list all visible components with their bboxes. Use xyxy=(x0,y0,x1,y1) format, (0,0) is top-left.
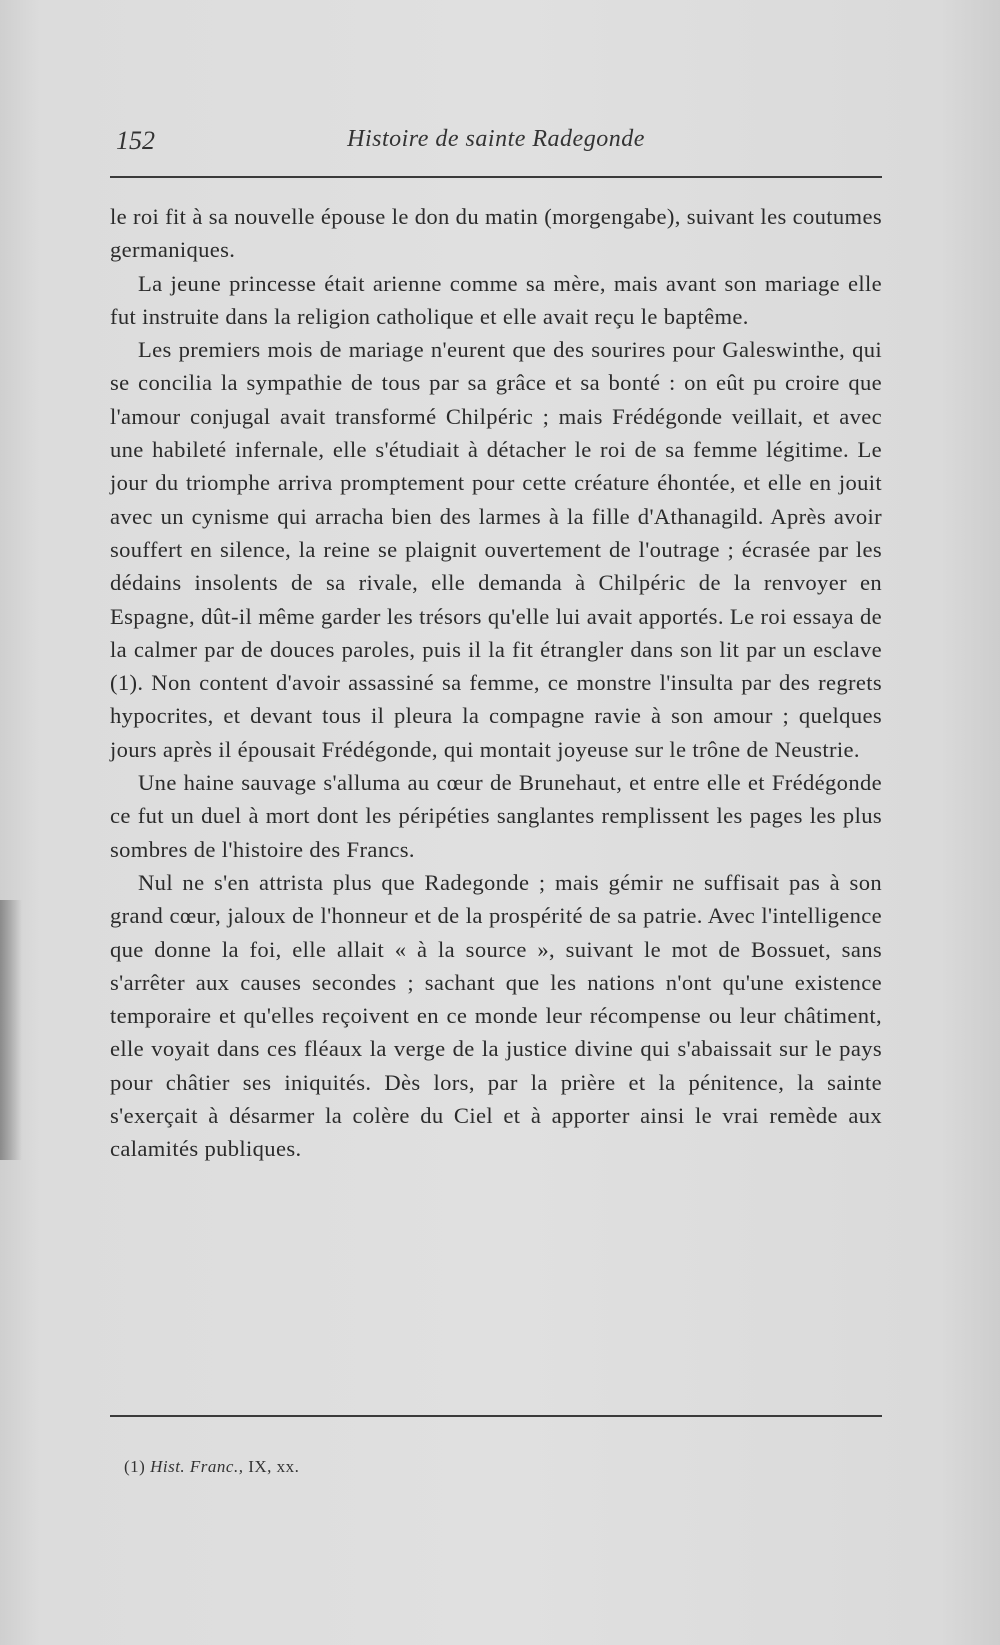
paragraph: Nul ne s'en attrista plus que Radegonde ; mais gémir ne suffisait pas à son grand cœur, jaloux de l'honneur et de la prospérité de sa patrie. Avec l'intelligence que donne la foi, elle allait « à la source », suivant le mot de Bossuet, sans s'arrêter aux causes secondes ; sachant que les nations n'ont qu'une existence temporaire et qu'elles reçoivent en ce monde leur récompense ou leur châtiment, elle voyait dans ces fléaux la verge de la justice divine qui s'abaissait sur le pays pour châtier ses iniquités. Dès lors, par la prière et la pénitence, la sainte s'exerçait à désarmer la colère du Ciel et à apporter ainsi le vrai remède aux calamités publiques. xyxy=(110,869,882,1162)
body-text xyxy=(110,200,882,1166)
paragraph: Les premiers mois de mariage n'eurent que des sourires pour Galeswinthe, qui se concilia la sympathie de tous par sa grâce et sa bonté : on eût pu croire que l'amour conjugal avait transformé Chilpéric ; mais Frédégonde veillait, et avec une habileté infernale, elle s'étudiait à détacher le roi de sa femme légitime. Le jour du triomphe arriva promptement pour cette créature éhontée, et elle en jouit avec un cynisme qui arracha bien des larmes à la fille d'Athanagild. Après avoir souffert en silence, la reine se plaignit ouvertement de l'outrage ; écrasée par les dédains insolents de sa rivale, elle demanda à Chilpéric de la renvoyer en Espagne, dût-il même garder les trésors qu'elle lui avait apportés. Le roi essaya de la calmer par de douces paroles, puis il la fit étrangler dans son lit par un esclave (1). Non content d'avoir assassiné sa femme, ce monstre l'insulta par des regrets hypocrites, et devant tous il pleura la compagne ravie à son amour ; quelques jours après il épousait Frédégonde, qui montait joyeuse sur le trône de Neustrie. xyxy=(110,337,882,762)
paragraph: le roi fit à sa nouvelle épouse le don du matin (morgengabe), suivant les coutumes germaniques. xyxy=(110,204,882,263)
page-number: 152 xyxy=(116,126,155,155)
footnote xyxy=(124,1457,299,1477)
footnote-reference: IX, xx. xyxy=(248,1457,300,1476)
footnote-rule xyxy=(110,1415,882,1417)
footnote-marker: (1) xyxy=(124,1457,146,1476)
header-rule xyxy=(110,176,882,178)
running-title: Histoire de sainte Radegonde xyxy=(347,126,645,152)
paragraph: La jeune princesse était arienne comme sa mère, mais avant son mariage elle fut instruite dans la religion catholique et elle avait reçu le baptême. xyxy=(110,270,882,329)
page-header xyxy=(110,126,882,160)
paragraph: Une haine sauvage s'alluma au cœur de Brunehaut, et entre elle et Frédégonde ce fut un duel à mort dont les péripéties sanglantes remplissent les pages les plus sombres de l'histoire des Francs. xyxy=(110,770,882,862)
footnote-source: Hist. Franc., xyxy=(150,1457,244,1476)
spine-shadow xyxy=(0,900,22,1160)
